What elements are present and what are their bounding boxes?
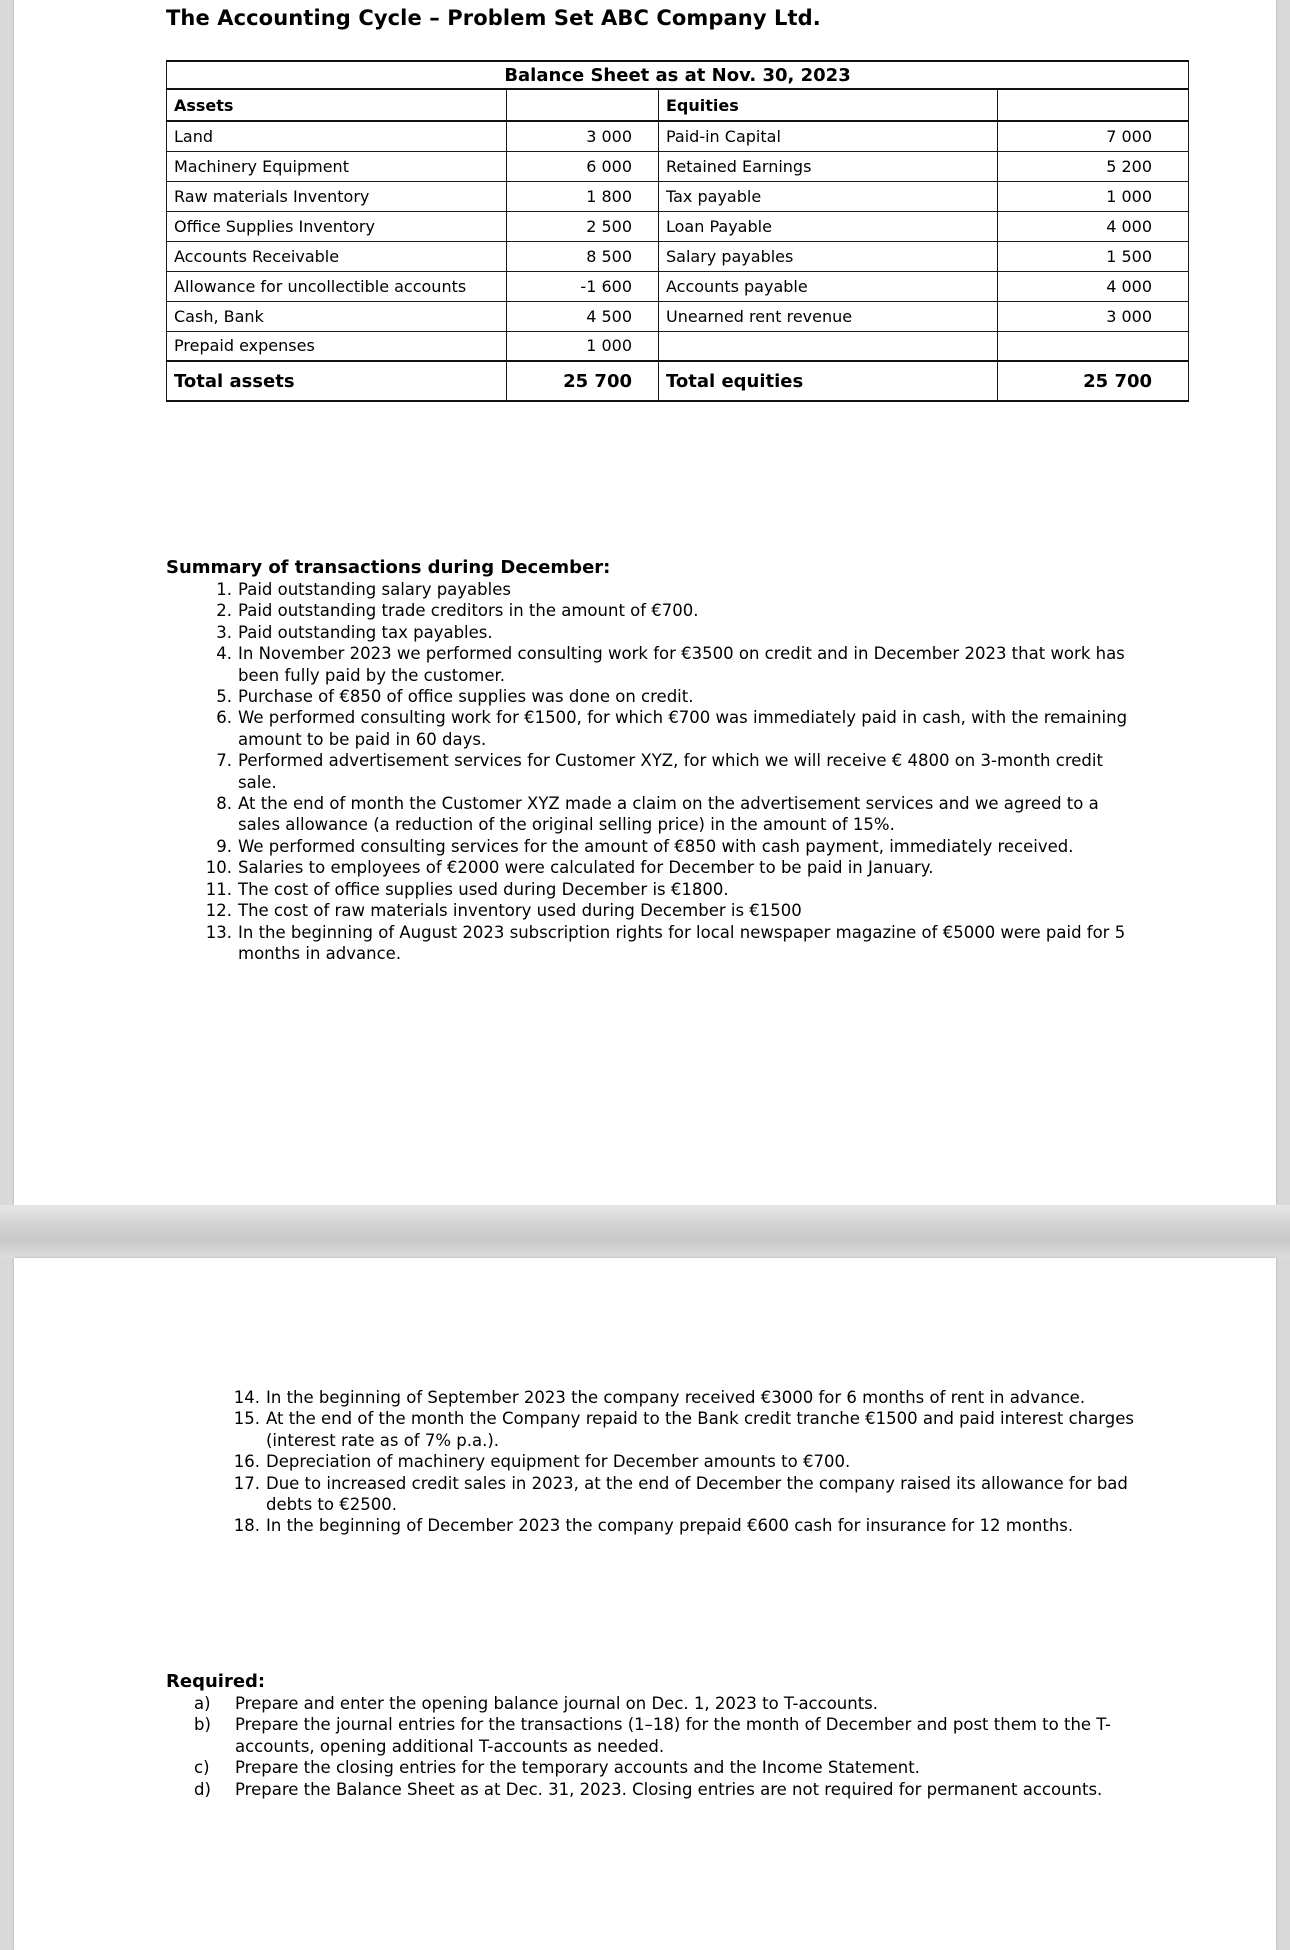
list-item xyxy=(166,643,1136,686)
list-item-marker: 2. xyxy=(216,601,232,621)
list-item xyxy=(166,600,1136,621)
list-item-marker: 7. xyxy=(216,751,232,771)
list-item-marker: 4. xyxy=(216,644,232,664)
balance-sheet-total-row xyxy=(167,361,1189,401)
list-item xyxy=(194,1387,1136,1408)
transactions-list-continued xyxy=(194,1387,1136,1537)
list-item xyxy=(194,1408,1136,1451)
list-item xyxy=(194,1451,1136,1472)
asset-label: Raw materials Inventory xyxy=(167,181,507,211)
asset-label: Accounts Receivable xyxy=(167,241,507,271)
list-item-marker: 6. xyxy=(216,708,232,728)
list-item-marker: a) xyxy=(194,1694,211,1713)
equity-amount: 1 000 xyxy=(998,181,1189,211)
equity-amount: 4 000 xyxy=(998,271,1189,301)
table-row xyxy=(167,241,1189,271)
list-item-marker: 8. xyxy=(216,794,232,814)
equity-amount xyxy=(998,331,1189,361)
list-item xyxy=(166,879,1136,900)
list-item-marker: 11. xyxy=(205,879,232,899)
column-header-equities: Equities xyxy=(659,89,998,121)
list-item-marker: 12. xyxy=(205,901,232,921)
table-row xyxy=(167,211,1189,241)
list-item-text: Paid outstanding tax payables. xyxy=(238,622,493,642)
list-item xyxy=(166,836,1136,857)
equity-amount: 4 000 xyxy=(998,211,1189,241)
total-assets-label: Total assets xyxy=(167,361,507,401)
list-item-text: At the end of the month the Company repaid to the Bank credit tranche €1500 and paid interest charges (interest rate as of 7% p.a.). xyxy=(266,1409,1134,1450)
asset-amount: 4 500 xyxy=(507,301,659,331)
column-header-equities-amount xyxy=(998,89,1189,121)
list-item xyxy=(166,922,1136,965)
table-row xyxy=(167,151,1189,181)
asset-amount: 8 500 xyxy=(507,241,659,271)
list-item xyxy=(166,622,1136,643)
list-item-marker: 17. xyxy=(233,1473,260,1493)
equity-label: Unearned rent revenue xyxy=(659,301,998,331)
list-item-text: Paid outstanding salary payables xyxy=(238,580,511,599)
list-item xyxy=(166,857,1136,878)
list-item-marker: 14. xyxy=(233,1388,260,1407)
list-item-text: The cost of raw materials inventory used during December is €1500 xyxy=(238,901,802,921)
asset-amount: 6 000 xyxy=(507,151,659,181)
page-title: The Accounting Cycle – Problem Set ABC Company Ltd. xyxy=(166,6,821,30)
balance-sheet-table xyxy=(166,60,1189,402)
list-item xyxy=(166,579,1136,600)
balance-sheet-caption-row xyxy=(167,61,1189,89)
transactions-heading: Summary of transactions during December: xyxy=(166,557,611,578)
list-item-text: Paid outstanding trade creditors in the amount of €700. xyxy=(238,601,699,621)
equity-label: Retained Earnings xyxy=(659,151,998,181)
list-item xyxy=(166,686,1136,707)
list-item xyxy=(166,707,1136,750)
page-gutter xyxy=(0,1205,1290,1258)
list-item-text: Due to increased credit sales in 2023, at the end of December the company raised its allowance for bad debts to €2500. xyxy=(266,1473,1128,1515)
list-item-text: Purchase of €850 of office supplies was done on credit. xyxy=(238,687,694,707)
list-item xyxy=(166,793,1136,836)
list-item-text: Performed advertisement services for Customer XYZ, for which we will receive € 4800 on 3-month credit sale. xyxy=(238,751,1103,792)
list-item xyxy=(194,1515,1136,1536)
equity-amount: 3 000 xyxy=(998,301,1189,331)
list-item-text: We performed consulting services for the amount of €850 with cash payment, immediately received. xyxy=(238,836,1074,856)
list-item-text: Prepare the journal entries for the transactions (1–18) for the month of December and post them to the T-accounts, opening additional T-accounts as needed. xyxy=(235,1715,1111,1756)
list-item-text: In November 2023 we performed consulting work for €3500 on credit and in December 2023 that work has been fully paid by the customer. xyxy=(238,644,1125,685)
asset-label: Machinery Equipment xyxy=(167,151,507,181)
list-item-marker: c) xyxy=(194,1758,210,1778)
asset-label: Allowance for uncollectible accounts xyxy=(167,271,507,301)
list-item-marker: 3. xyxy=(216,622,232,642)
asset-amount: 1 800 xyxy=(507,181,659,211)
required-heading: Required: xyxy=(166,1671,266,1692)
document-page-2 xyxy=(14,1258,1276,1950)
table-row xyxy=(167,181,1189,211)
column-header-assets-amount xyxy=(507,89,659,121)
asset-label: Office Supplies Inventory xyxy=(167,211,507,241)
list-item-marker: 10. xyxy=(205,858,232,878)
column-header-assets: Assets xyxy=(167,89,507,121)
list-item-text: We performed consulting work for €1500, for which €700 was immediately paid in cash, with the remaining amount to be paid in 60 days. xyxy=(238,708,1128,749)
list-item xyxy=(166,1693,1156,1714)
list-item xyxy=(166,1757,1156,1778)
table-row xyxy=(167,301,1189,331)
list-item xyxy=(166,1779,1156,1800)
list-item-text: Prepare the closing entries for the temporary accounts and the Income Statement. xyxy=(235,1758,920,1778)
asset-label: Prepaid expenses xyxy=(167,331,507,361)
table-row xyxy=(167,271,1189,301)
equity-amount: 1 500 xyxy=(998,241,1189,271)
list-item-marker: 5. xyxy=(216,687,232,707)
equity-amount: 5 200 xyxy=(998,151,1189,181)
total-equities-amount: 25 700 xyxy=(998,361,1189,401)
equity-label: Tax payable xyxy=(659,181,998,211)
transactions-list xyxy=(166,579,1136,964)
equity-label: Accounts payable xyxy=(659,271,998,301)
equity-label: Salary payables xyxy=(659,241,998,271)
list-item-text: In the beginning of August 2023 subscription rights for local newspaper magazine of €5000 were paid for 5 months in advance. xyxy=(238,922,1126,963)
asset-label: Land xyxy=(167,121,507,151)
list-item-marker: 16. xyxy=(233,1452,260,1472)
list-item-marker: 18. xyxy=(233,1516,260,1536)
required-list xyxy=(166,1693,1156,1800)
equity-amount: 7 000 xyxy=(998,121,1189,151)
list-item-marker: d) xyxy=(194,1779,211,1799)
list-item-marker: 13. xyxy=(205,922,232,942)
equity-label: Paid-in Capital xyxy=(659,121,998,151)
list-item-marker: 9. xyxy=(216,836,232,856)
list-item-text: In the beginning of September 2023 the company received €3000 for 6 months of rent in advance. xyxy=(266,1388,1086,1407)
list-item xyxy=(194,1473,1136,1516)
equity-label: Loan Payable xyxy=(659,211,998,241)
list-item-text: In the beginning of December 2023 the company prepaid €600 cash for insurance for 12 months. xyxy=(266,1516,1074,1536)
asset-label: Cash, Bank xyxy=(167,301,507,331)
asset-amount: -1 600 xyxy=(507,271,659,301)
total-assets-amount: 25 700 xyxy=(507,361,659,401)
asset-amount: 1 000 xyxy=(507,331,659,361)
list-item-text: Depreciation of machinery equipment for December amounts to €700. xyxy=(266,1452,851,1472)
asset-amount: 3 000 xyxy=(507,121,659,151)
list-item xyxy=(166,750,1136,793)
list-item xyxy=(166,900,1136,921)
list-item-text: The cost of office supplies used during December is €1800. xyxy=(238,879,729,899)
list-item-marker: b) xyxy=(194,1715,211,1735)
asset-amount: 2 500 xyxy=(507,211,659,241)
list-item-marker: 1. xyxy=(216,580,232,599)
total-equities-label: Total equities xyxy=(659,361,998,401)
list-item xyxy=(166,1714,1156,1757)
list-item-text: Salaries to employees of €2000 were calculated for December to be paid in January. xyxy=(238,858,934,878)
equity-label xyxy=(659,331,998,361)
balance-sheet-header-row xyxy=(167,89,1189,121)
list-item-marker: 15. xyxy=(233,1409,260,1429)
table-row xyxy=(167,331,1189,361)
balance-sheet-caption: Balance Sheet as at Nov. 30, 2023 xyxy=(167,61,1189,89)
list-item-text: At the end of month the Customer XYZ made a claim on the advertisement services and we agreed to a sales allowance (a reduction of the original selling price) in the amount of 15%. xyxy=(238,794,1099,835)
table-row xyxy=(167,121,1189,151)
list-item-text: Prepare and enter the opening balance journal on Dec. 1, 2023 to T-accounts. xyxy=(235,1694,879,1713)
document-page-1 xyxy=(14,0,1276,1205)
list-item-text: Prepare the Balance Sheet as at Dec. 31, 2023. Closing entries are not required for permanent accounts. xyxy=(235,1779,1103,1799)
